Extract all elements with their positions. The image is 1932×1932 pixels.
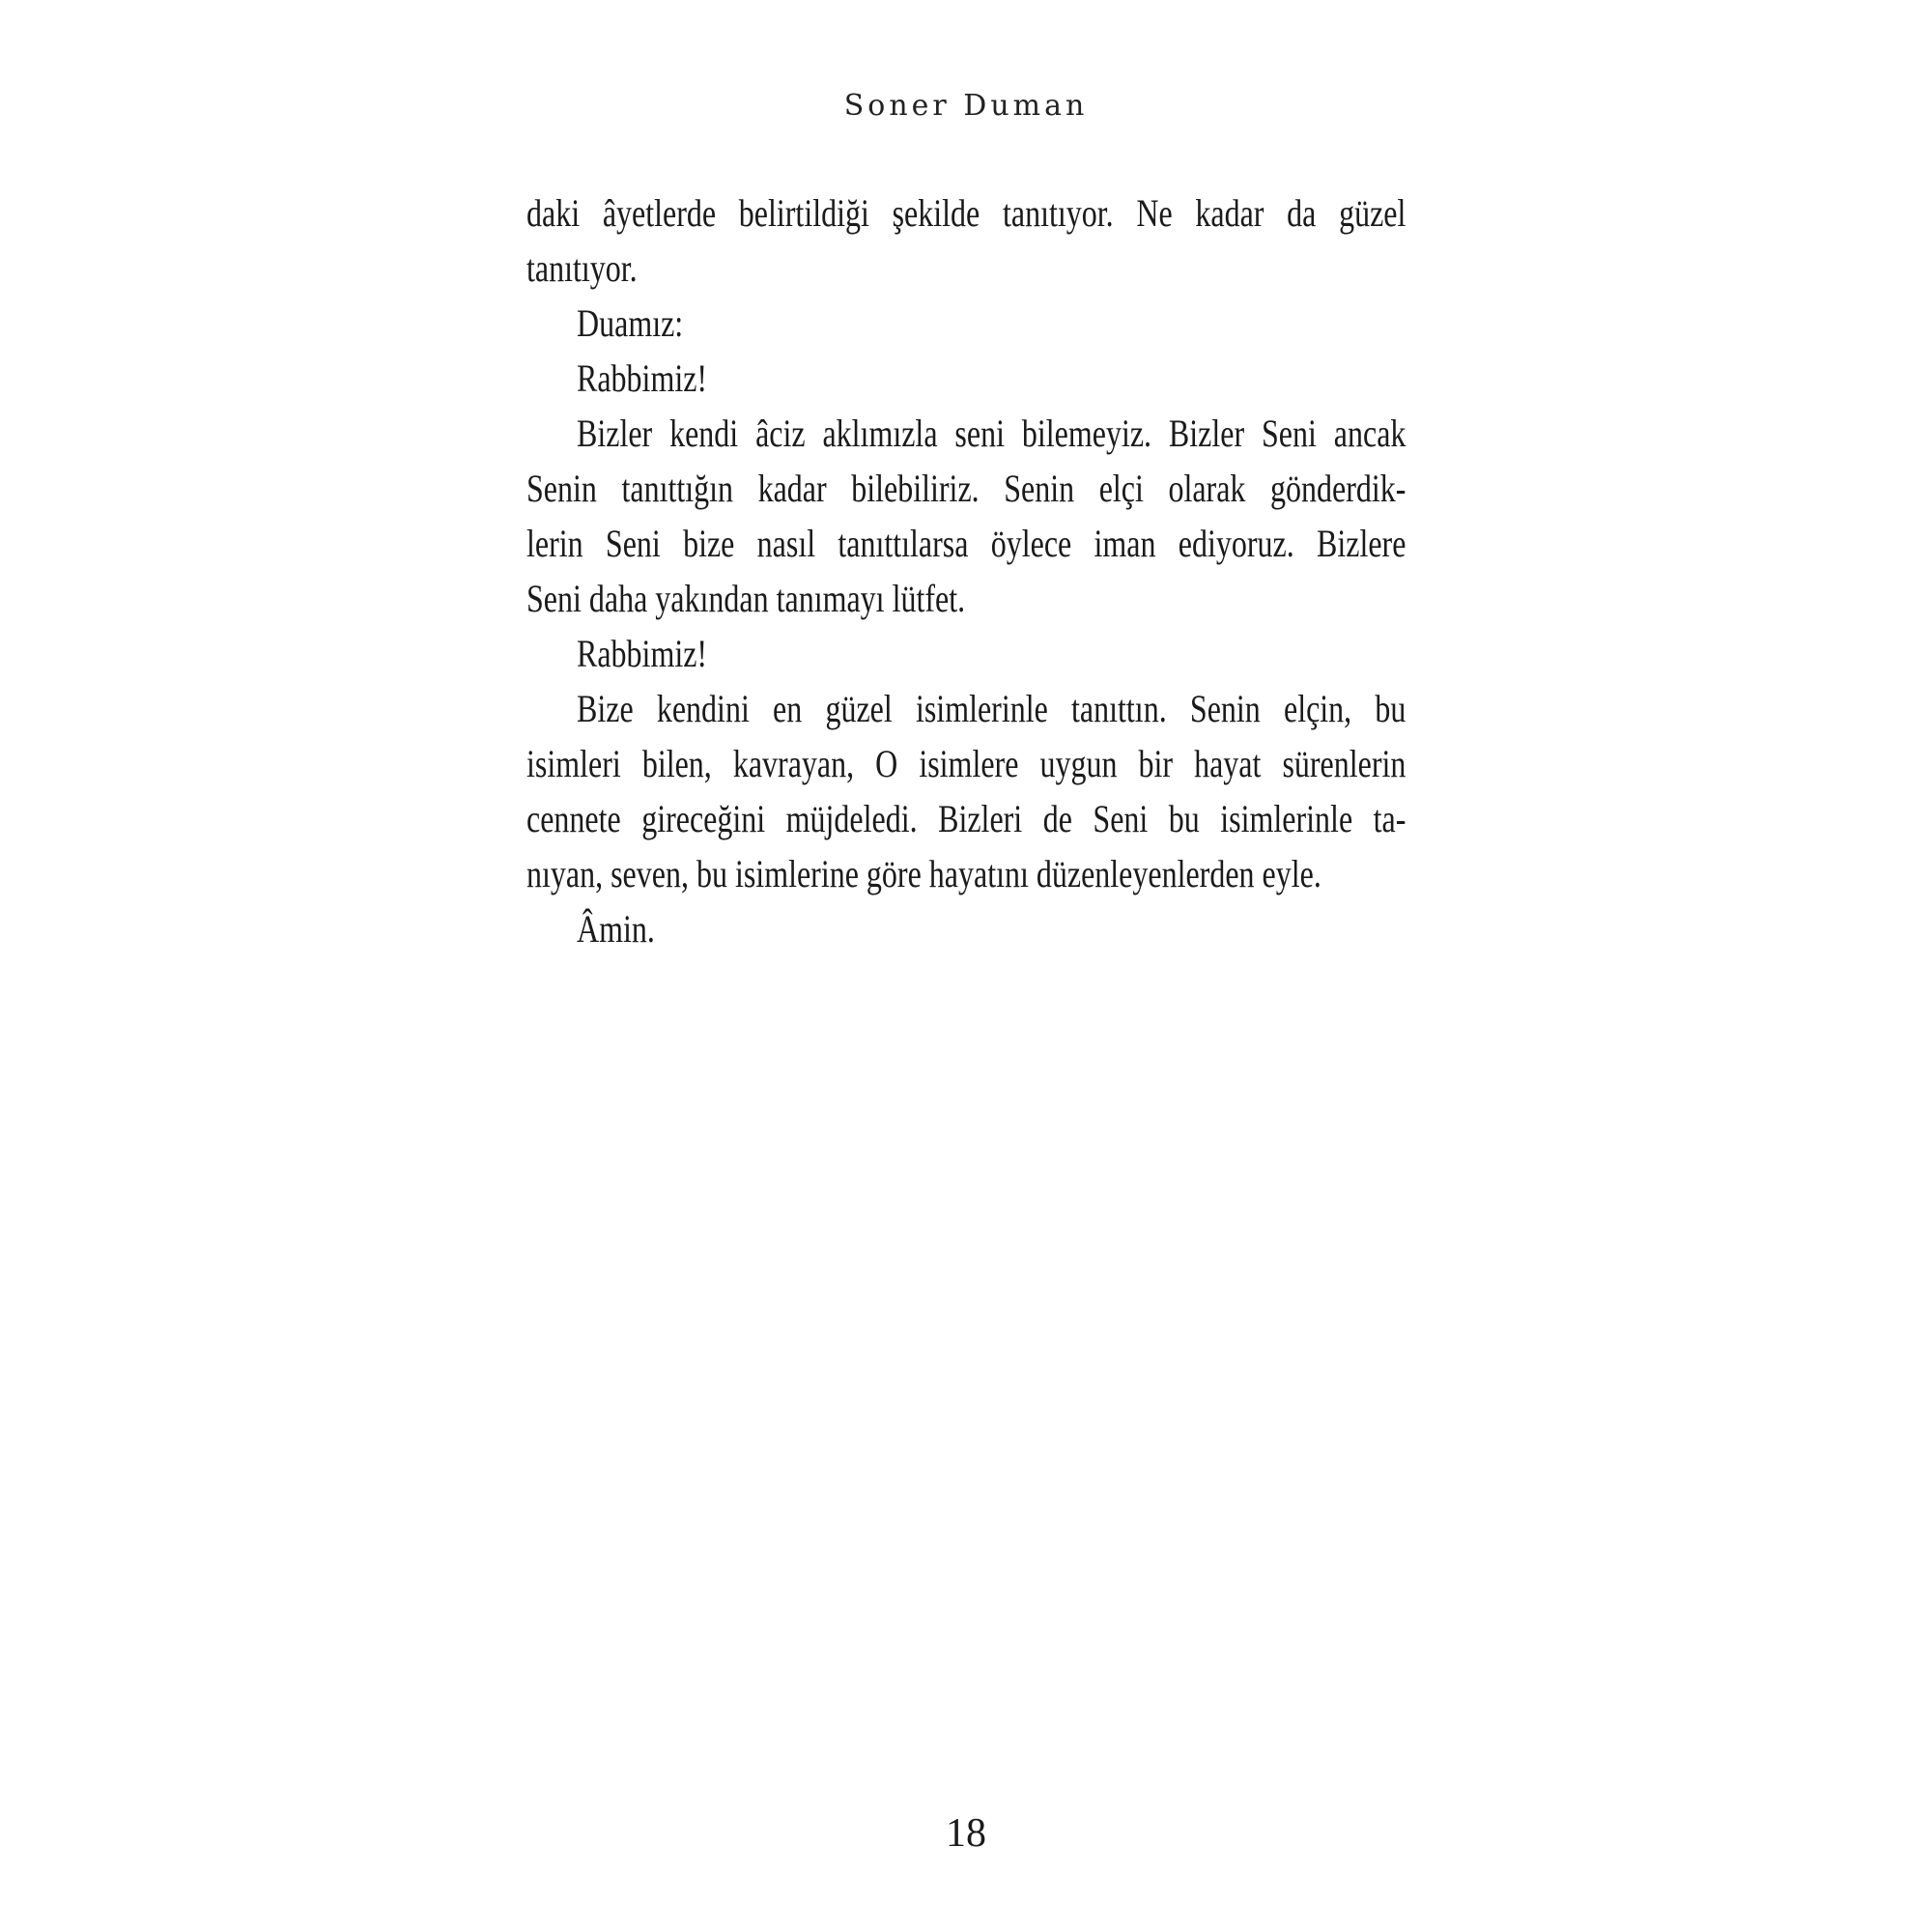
body-line: Senin tanıttığın kadar bilebiliriz. Senin elçi olarak gönderdik- — [526, 467, 1406, 510]
body-line: Duamız: — [577, 301, 684, 345]
body-line: nıyan, seven, bu isimlerine göre hayatını düzenleyenlerden eyle. — [526, 852, 1321, 895]
body-line: Rabbimiz! — [577, 356, 708, 400]
body-line: Bize kendini en güzel isimlerinle tanıttın. Senin elçin, bu — [577, 687, 1406, 730]
body-line: Seni daha yakından tanımayı lütfet. — [526, 577, 966, 620]
body-line: daki âyetlerde belirtildiği şekilde tanıtıyor. Ne kadar da güzel — [526, 191, 1406, 235]
running-header: Soner Duman — [843, 89, 1089, 123]
body-line: cennete gireceğini müjdeledi. Bizleri de Seni bu isimlerinle ta- — [526, 797, 1406, 840]
body-line: tanıtıyor. — [526, 246, 638, 290]
body-line: Rabbimiz! — [577, 632, 708, 675]
text-block — [526, 185, 1406, 956]
body-line: Âmin. — [577, 907, 655, 951]
body-line: lerin Seni bize nasıl tanıttılarsa öylece iman ediyoruz. Bizlere — [526, 522, 1406, 565]
body-line: isimleri bilen, kavrayan, O isimlere uygun bir hayat sürenlerin — [526, 742, 1406, 785]
page-number: 18 — [946, 1811, 986, 1856]
body-line: Bizler kendi âciz aklımızla seni bilemeyiz. Bizler Seni ancak — [577, 412, 1406, 455]
